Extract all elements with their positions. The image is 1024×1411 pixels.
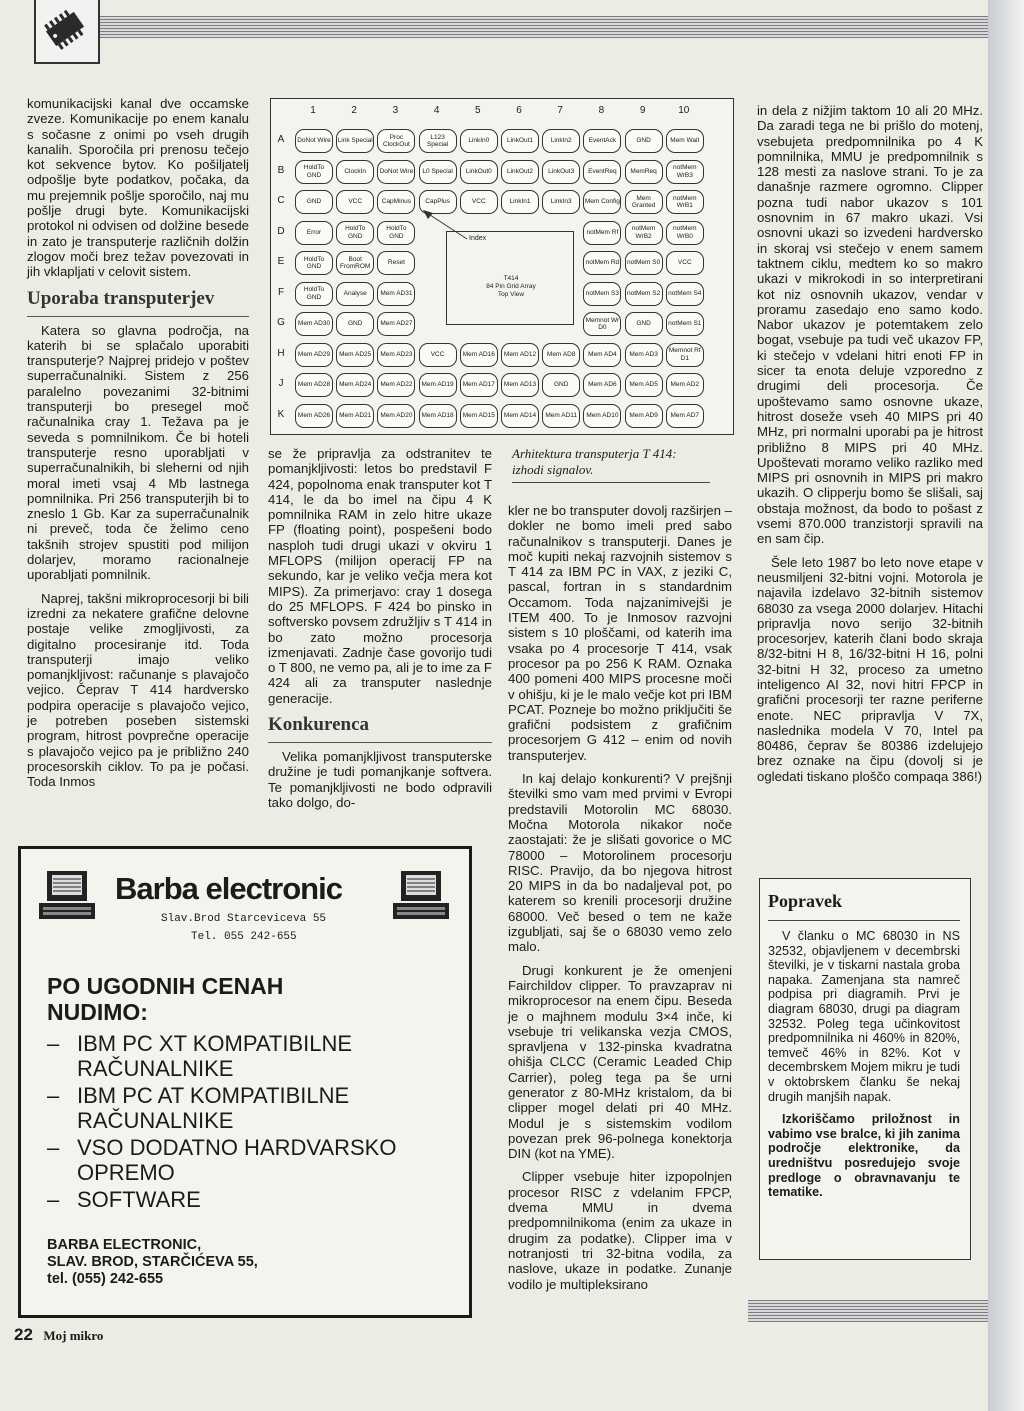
middle-paragraph-2: Velika pomanjkljivost transputerske družine je tudi pomanjkanje softvera. Te pomanjkljivosti ne bodo odpravili tako dolgo, do- [268,749,492,810]
advert-address-2: SLAV. BROD, STARČIĆEVA 55, [47,1254,258,1270]
column-number: 7 [557,105,563,116]
pin-cell: VCC [336,190,374,214]
pin-cell: HoldTo GND [295,160,333,184]
pin-cell: notMem S2 [625,282,663,306]
row-letter: G [277,317,285,328]
pin-cell: Mem AD7 [666,404,704,428]
section-logo [34,0,100,64]
pin-cell: notMem WrB2 [625,221,663,245]
column-number: 9 [639,105,646,116]
correction-text: V članku o MC 68030 in NS 32532, objavljenem v decembrski številki, je v tiskarni nastala groba napaka. Zamenjana sta namreč podpisa pri diagramih. Prvi je diagram 68030, drugi pa diagram 32532. Poleg tega učinkovitost predpomnilnika ni 460% in 820%, temveč 46% in 82%. Kot v decembrskem Mojem mikru je tudi v oktobrskem članku še nekaj drugih manjših napak. [768,929,960,1104]
pin-cell: notMem WrB3 [666,160,704,184]
column-number: 4 [433,105,440,116]
section-heading-konkurenca: Konkurenca [268,714,492,743]
correction-box [759,878,971,1260]
column-number: 8 [598,105,605,116]
pin-cell: Mem AD28 [295,373,333,397]
pin-cell: LinkOut0 [460,160,498,184]
page-footer [14,1325,103,1345]
advert-headline-1: PO UGODNIH CENAH [47,973,284,999]
pin-cell: Mem AD18 [419,404,457,428]
index-arrow-icon [421,209,471,249]
pin-cell: Mem Granted [625,190,663,214]
pin-grid-diagram [270,98,734,435]
pin-cell: EventReq [583,160,621,184]
advert-street: Slav.Brod Starceviceva 55 [161,913,327,925]
pin-cell: ClockIn [336,160,374,184]
pin-cell: LinkOut3 [542,160,580,184]
footer-rule-bar [748,1300,988,1322]
pin-cell: LinkIn1 [501,190,539,214]
right-paragraph-2: Šele leto 1987 bo leto nove etape v neusmiljeni 32-bitni vojni. Motorola je najavila izdelavo 32-bitnih sistemov 68030 za vsega 2000 dolarjev. Hitachi pripravlja novo serijo 32-bitnih procesorjev, katerih člani bodo skraja 8/32-bitni H 8, 16/32-bitni H 16, polni 32-bitni H 32, proceso za umetno inteligenco AI 32, novi hitri FPCP in grafični procesorji ter razne periferne enote. NEC pripravlja V 7X, naslednika modela V 70, Intel pa 80486, čeprav še 80386 izdelujejo brez oznake na čipu (dovolj si je ogledati tiskano ploščo compaqa 386!) [757,554,983,784]
pin-cell: Mem AD5 [625,373,663,397]
pin-cell: Mem AD25 [336,343,374,367]
pin-cell: CapMinus [377,190,415,214]
pin-cell: GND [542,373,580,397]
third-paragraph-2: In kaj delajo konkurenti? V prejšnji številki smo vam med prvimi v Evropi predstavili Motorolin MC 68030. Močna Motorola nikakor noče zaostajati: že je slišati govorice o MC 78000 – Motorolinem procesorju RISC. Pravijo, da bo njegova hitrost 20 MIPS in da bo nadaljeval pot, po katerem so krenili procesorji družine 68000. Več besed o tem ne kaže izgubljati, saj še o 68030 vemo zelo malo. [508,771,732,955]
right-column [757,103,983,792]
pin-cell: HoldTo GND [295,282,333,306]
pin-cell: Mem AD20 [377,404,415,428]
pin-cell: Mem AD10 [583,404,621,428]
pin-cell: Mem AD26 [295,404,333,428]
pin-cell: Mem AD23 [377,343,415,367]
right-paragraph-1: in dela z nižjim taktom 10 ali 20 MHz. Da zaradi tega ne bi prišlo do motenj, vsebujeta predpomnilnika po 4 K pomnilnika, MMU je predpomnilnik s 128 mesti za naslove strani. To je za današnje razmere ogromno. Clipper pozna tudi nabor ukazov s 101 osnovnim in 67 makro ukazi. Vsi osnovni ukazi so izvedeni hardversko in skoraj vsi stečejo v enem samem taktnem ciklu, medtem ko so makro ukazi v mikrokodi in so interpretirani kot niz osnovnih ukazov, vendar v proramu zasedajo eno samo kodo. Nabor ukazov je potemtakem zelo bogat, vsebuje pa tudi več ukazov FP, ki stečejo v vdelani hitri enoti FP in sicer ta enota deluje vzporedno z drugimi deli procesorja. Če upoštevamo samo osnovne ukaze, hitrost doseže vseh 40 MIPS pri 40 MHz, pri normalni uporabi pa je hitrost približno 8 MIPS pri 40 MHz. Upoštevati moramo veliko razliko med MIPS pri osnovnih in MIPS pri makro ukazih. O clipperju bomo še slišali, saj obstaja možnost, da bodo to pošast z vsemi 870.000 tranzistorji spravili na en sam čip. [757,103,983,547]
row-letter: F [277,286,285,298]
pin-cell: LinkOut2 [501,160,539,184]
pin-cell: LinkOut1 [501,129,539,153]
pin-cell: VCC [419,343,457,367]
row-letter: D [277,225,285,237]
column-number: 10 [678,105,690,116]
chip-view-label [461,275,561,299]
advert-company-name: Barba electronic [115,871,342,906]
diagram-caption-line-1: Arhitektura transputerja T 414: [512,446,677,461]
advert-headline [47,973,283,1025]
chip-view: Top View [497,291,525,298]
advert-offer-item: – IBM PC XT KOMPATIBILNE RAČUNALNIKE [47,1031,353,1081]
left-paragraph-3: Naprej, takšni mikroprocesorji bi bili izredni za nekatere grafične delovne postaje velike zmogljivosti, za digitalno procesiranje itd. Toda transputerji imajo veliko pomanjkljivost: računanje s plavajočo vejico. Čeprav T 414 hardversko podpira operacije s plavajočo vejico, je potreben poseben sistemski program, hitrost povprečne operacije s plavajočo vejico pa je približno 240 procesorskih ciklov. To pa je počasi. Toda Inmos [27,590,249,790]
pin-cell: Mem AD14 [501,404,539,428]
correction-title: Popravek [768,891,960,921]
pin-cell: notMem S3 [583,282,621,306]
pin-cell: DoNot Wire [295,129,333,153]
third-paragraph-3: Drugi konkurent je že omenjeni Fairchildov clipper. To pravzaprav ni mikroprocesor na enem čipu. Beseda je o majhnem modulu 3×4 inče, ki vsebuje tri velikanska vezja CMOS, spravljena v 132-pinska kvadratna ohišja CLCC (Ceramic Leaded Chip Carrier), poleg tega pa še urni generator z 80-MHz kristalom, da bi clipper mogel delati pri 40 MHz. Modul je s sistemskim vodilom povezan prek 96-polnega konektorja DIN (kot na YME). [508,962,732,1162]
pin-cell: Mem AD22 [377,373,415,397]
left-paragraph-2: Katera so glavna področja, na katerih bi se splačalo uporabiti transputerje? Najprej pridejo v poštev superračunalniki. Sistem z 256 paralelno povezanimi 32-bitnimi transputerji bo presegel moč računalnika cray 1. Težava pa je seveda s pomnilnikom. Če bi hoteli transputerje resno uporabljati v superračunalnikih, bi sleherni od njih moral imeti vsaj 4 Mb lastnega pomnilnika. Pri 256 transputerjih bi to zneslo 1 Gb. Kar za superračunalnik ni preveč, toda če želimo ceno takšnih strojev spustiti pod milijon dolarjev, moramo racionalneje uporabljati pomnilnik. [27,322,249,583]
page-number: 22 [14,1325,33,1344]
pin-cell: Mem Config [583,190,621,214]
pin-cell: Memnot Wr D0 [583,312,621,336]
pin-cell: VCC [460,190,498,214]
column-number: 6 [516,105,522,116]
section-heading-uporaba: Uporaba transputerjev [27,288,249,317]
row-letter: J [278,378,284,389]
advert-address [47,1237,258,1288]
pin-cell: notMem WrB1 [666,190,704,214]
row-letter: K [277,408,285,420]
column-number: 5 [475,105,481,116]
pin-cell: Mem AD29 [295,343,333,367]
pin-cell: Mem AD27 [377,312,415,336]
pin-cell: Mem AD11 [542,404,580,428]
pin-cell: EventAck [583,129,621,153]
pin-cell: Mem Wait [666,129,704,153]
pin-cell: Reset [377,251,415,275]
pin-cell: Mem AD15 [460,404,498,428]
barba-advert [18,846,472,1318]
chip-package: 84 Pin Grid Array [486,283,536,290]
advert-offer-item: – VSO DODATNO HARDVARSKO OPREMO [47,1135,397,1185]
third-paragraph-4: Clipper vsebuje hiter izpopolnjen procesor RISC z vdelanim FPCP, dvema MMU in dvema predpomnilnikoma (enim za ukaze in drugim za podatke). Clipper ima v notranjosti tri 32-bitna vodila, za naslove, ukaze in podatke. Zunanje vodilo je multipleksirano [508,1169,732,1292]
row-letter: E [277,256,285,267]
chip-model: T414 [503,275,519,282]
row-letter: C [277,195,285,206]
pin-cell: Memnot Rf D1 [666,343,704,367]
pin-cell: Mem AD4 [583,343,621,367]
pin-cell: GND [625,129,663,153]
pin-cell: notMem Rd [583,251,621,275]
diagram-caption [512,446,710,483]
third-column [508,503,732,1300]
left-column [27,96,249,797]
column-number: 3 [392,105,399,116]
pin-cell: Mem AD21 [336,404,374,428]
pin-cell: Mem AD19 [419,373,457,397]
pin-cell: MemReq [625,160,663,184]
pin-cell: Mem AD17 [460,373,498,397]
pin-cell: Link Special [336,129,374,153]
magazine-name: Moj mikro [43,1328,104,1343]
pin-cell: LinkIn2 [542,129,580,153]
index-label: Index [469,235,487,242]
pin-cell: HoldTo GND [295,251,333,275]
pin-cell: notMem Rf [583,221,621,245]
pin-cell: VCC [666,251,704,275]
pin-cell: notMem S0 [625,251,663,275]
pin-cell: CapPlus [419,190,457,214]
third-paragraph-1: kler ne bo transputer dovolj razširjen – dokler ne bomo imeli pred sabo računalnikov s transputerji. Danes je moč kupiti nekaj razvojnih sistemov s T 414 za IBM PC in VAX, z jeziki C, pascal, fortran in s standardnim Occamom. Toda najzanimivejši je ITEM 400. To je Inmosov razvojni sistem s 10 ploščami, od katerih ima vsaka po 4 procesorje T 414, vsak procesor pa po 256 K RAM. Oznaka 400 pomeni 400 MIPS procesne moči v ohišju, ki je le malo večje kot pri IBM PCAT. Pozneje bo možno priključiti še grafični podsistem z grafičnim procesorjem G 412 – enim od novih transputerjev. [508,503,732,763]
row-letter: A [277,134,285,145]
row-letter: B [277,164,285,176]
pin-cell: LinkIn0 [460,129,498,153]
computer-icon-left [37,869,97,921]
page-right-edge [988,0,1024,1411]
pin-cell: HoldTo GND [377,221,415,245]
advert-offer-list [47,1031,397,1212]
pin-cell: Proc ClockOut [377,129,415,153]
advert-offer-item: – IBM PC AT KOMPATIBILNE RAČUNALNIKE [47,1083,350,1133]
pin-cell: Error [295,221,333,245]
pin-cell: Mem AD13 [501,373,539,397]
middle-paragraph-1: se že pripravlja za odstranitev te pomanjkljivosti: letos bo predstavil F 424, popolnoma enak transputer kot T 414, le da bo imel na čipu 4 K pomnilnika RAM in zelo hitre ukaze FP (floating point), pospešeni bodo nasploh tudi drugi ukazi v okviru 1 MFLOPS (milijon operacij FP na sekundo, kar je veliko večja mera kot MIPS). Za primerjavo: cray 1 dosega do 25 MFLOPS. F 424 bo pinsko in softversko povsem združljiv s T 414 in bo zato možno procesorja izmenjavati. Zadnje čase govorijo tudi o T 800, ne vemo pa, ali je to ime za F 424 ali za transputer naslednje generacije. [268,446,492,706]
pin-cell: Mem AD3 [625,343,663,367]
chip-icon [36,0,94,58]
column-number: 1 [310,105,316,116]
pin-cell: Mem AD2 [666,373,704,397]
pin-cell: DoNot Wire [377,160,415,184]
left-paragraph-1: komunikacijski kanal dve occamske zveze. Komunikacije po enem kanalu s sočasne z onimi po vseh drugih kanalih. Sporočila pri prenosu tečejo kot sekvence bytov. Ko pošiljatelj odpošlje byte podatkov, počaka, da mu prejemnik pošlje sporočilo, naj mu pošlje drugi byte. Komunikacijski protokol ni odvisen od dolžine besede in zato je transputerje različnih dolžin zlogov moči brez težav povezovati in jih vklapljati v celovit sistem. [27,96,249,280]
pin-cell: notMem WrB0 [666,221,704,245]
row-letter: H [277,347,285,359]
advert-phone: Tel. 055 242-655 [191,931,297,943]
pin-cell: Mem AD31 [377,282,415,306]
pin-cell: L0 Special [419,160,457,184]
diagram-caption-line-2: izhodi signalov. [512,462,594,477]
pin-cell: GND [625,312,663,336]
pin-cell: Mem AD24 [336,373,374,397]
pin-cell: Boot FromROM [336,251,374,275]
advert-address-3: tel. (055) 242-655 [47,1271,164,1287]
correction-invite: Izkoriščamo priložnost in vabimo vse bralce, ki jih zanima področje elektronike, da uredništvu posredujejo svoje predloge o obravnavanju te tematike. [768,1112,960,1200]
pin-cell: Mem AD16 [460,343,498,367]
advert-address-1: BARBA ELECTRONIC, [47,1237,202,1253]
pin-cell: GND [295,190,333,214]
pin-cell: Mem AD8 [542,343,580,367]
pin-cell: Mem AD6 [583,373,621,397]
pin-cell: L123 Special [419,129,457,153]
pin-cell: notMem S4 [666,282,704,306]
pin-cell: Mem AD12 [501,343,539,367]
header-rule-bar [98,16,988,38]
pin-cell: notMem S1 [666,312,704,336]
advert-headline-2: NUDIMO: [47,999,148,1025]
pin-cell: Mem AD30 [295,312,333,336]
computer-icon-right [391,869,451,921]
middle-column [268,446,492,818]
pin-cell: Mem AD9 [625,404,663,428]
pin-cell: HoldTo GND [336,221,374,245]
pin-cell: Analyse [336,282,374,306]
column-number: 2 [351,105,357,116]
pin-cell: LinkIn3 [542,190,580,214]
advert-offer-item: – SOFTWARE [47,1187,201,1212]
pin-cell: GND [336,312,374,336]
